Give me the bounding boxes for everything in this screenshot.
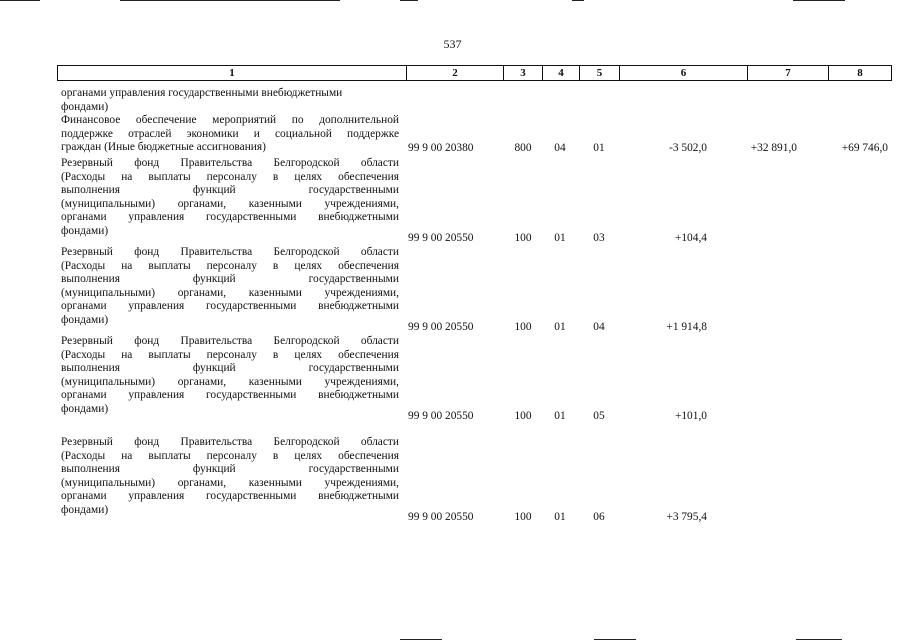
section: 01 [554, 321, 566, 333]
expense-group: 800 [514, 142, 532, 154]
page-number: 537 [443, 37, 462, 51]
amount-col6: +104,4 [674, 232, 707, 244]
row-description: Финансовое обеспечение мероприятий по дополнительной поддержке отраслей экономики и социальной поддержке граждан (Иные бюджетные ассигнования) [61, 114, 399, 153]
amount-col7: +32 891,0 [750, 142, 797, 154]
scan-edge-line [0, 0, 40, 1]
subsection: 01 [593, 142, 605, 154]
expense-group: 100 [514, 511, 532, 523]
column-header-8: 8 [857, 67, 863, 79]
target-code: 99 9 00 20550 [408, 511, 474, 523]
section: 04 [554, 142, 566, 154]
subsection: 04 [593, 321, 605, 333]
scan-edge-line [572, 0, 584, 1]
scan-edge-line [793, 0, 845, 1]
subsection: 05 [593, 410, 605, 422]
subsection: 03 [593, 232, 605, 244]
row-description: Резервный фонд Правительства Белгородской области (Расходы на выплаты персоналу в целях обеспечения выполнения функций государственными (муниципальными) органами, казенными учреждениями, органами управления государственными внебюджетными фондами) [61, 246, 399, 326]
subsection: 06 [593, 511, 605, 523]
section: 01 [554, 511, 566, 523]
amount-col6: +1 914,8 [666, 321, 707, 333]
amount-col6: -3 502,0 [669, 142, 707, 154]
expense-group: 100 [514, 321, 532, 333]
column-header-6: 6 [620, 66, 748, 80]
amount-col6: +101,0 [674, 410, 707, 422]
target-code: 99 9 00 20550 [408, 410, 474, 422]
table-header [57, 65, 892, 81]
target-code: 99 9 00 20380 [408, 142, 474, 154]
expense-group: 100 [514, 410, 532, 422]
row-description: органами управления государственными внебюджетными фондами) [61, 87, 343, 113]
column-header-5: 5 [580, 66, 620, 80]
row-description: Резервный фонд Правительства Белгородской области (Расходы на выплаты персоналу в целях обеспечения выполнения функций государственными (муниципальными) органами, казенными учреждениями, органами управления государственными внебюджетными фондами) [61, 436, 399, 516]
column-header-4: 4 [543, 66, 580, 80]
scan-edge-line [400, 0, 418, 1]
target-code: 99 9 00 20550 [408, 232, 474, 244]
column-header-3: 3 [504, 66, 543, 80]
amount-col6: +3 795,4 [666, 511, 707, 523]
section: 01 [554, 410, 566, 422]
expense-group: 100 [514, 232, 532, 244]
row-description: Резервный фонд Правительства Белгородской области (Расходы на выплаты персоналу в целях обеспечения выполнения функций государственными (муниципальными) органами, казенными учреждениями, органами управления государственными внебюджетными фондами) [61, 157, 399, 237]
section: 01 [554, 232, 566, 244]
column-header-7: 7 [748, 66, 829, 80]
column-header-2: 2 [407, 66, 504, 80]
row-description: Резервный фонд Правительства Белгородской области (Расходы на выплаты персоналу в целях обеспечения выполнения функций государственными (муниципальными) органами, казенными учреждениями, органами управления государственными внебюджетными фондами) [61, 335, 399, 415]
target-code: 99 9 00 20550 [408, 321, 474, 333]
column-header-1: 1 [58, 66, 407, 80]
scan-edge-line [120, 0, 340, 1]
amount-col8: +69 746,0 [841, 142, 888, 154]
